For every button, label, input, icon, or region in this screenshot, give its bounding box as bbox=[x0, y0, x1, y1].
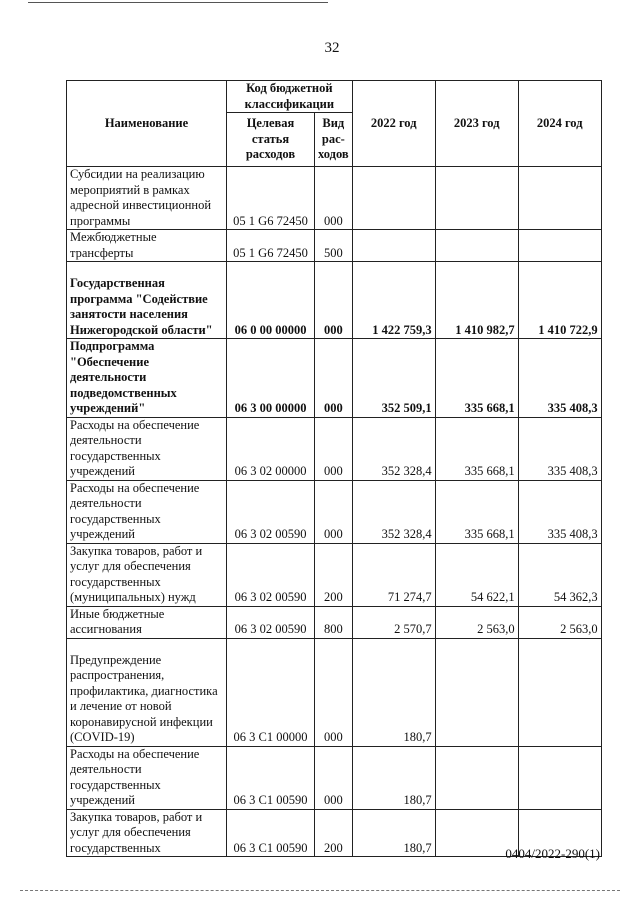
table-row bbox=[67, 480, 602, 543]
row-value-2023 bbox=[435, 230, 518, 262]
row-target-code: 06 0 00 00000 bbox=[227, 262, 315, 339]
row-name: Расходы на обеспечение деятельности государственных учреждений bbox=[67, 746, 227, 809]
header-2022: 2022 год bbox=[352, 81, 435, 167]
row-value-2024: 2 563,0 bbox=[518, 606, 601, 638]
row-name: Предупреждение распространения, профилактика, диагностика и лечение от новой коронавирусной инфекции (COVID-19) bbox=[67, 638, 227, 746]
row-target-code: 06 3 C1 00590 bbox=[227, 746, 315, 809]
table-body bbox=[67, 167, 602, 857]
row-value-2022 bbox=[352, 230, 435, 262]
row-expense-kind: 000 bbox=[315, 746, 353, 809]
header-name: Наименование bbox=[67, 81, 227, 167]
row-expense-kind: 000 bbox=[315, 339, 353, 418]
row-value-2022 bbox=[352, 167, 435, 230]
row-expense-kind: 000 bbox=[315, 167, 353, 230]
row-value-2024 bbox=[518, 167, 601, 230]
row-expense-kind: 800 bbox=[315, 606, 353, 638]
row-target-code: 06 3 02 00590 bbox=[227, 606, 315, 638]
row-name: Подпрограмма "Обеспечение деятельности подведомственных учреждений" bbox=[67, 339, 227, 418]
table-row bbox=[67, 606, 602, 638]
row-expense-kind: 000 bbox=[315, 417, 353, 480]
row-value-2022: 180,7 bbox=[352, 746, 435, 809]
row-target-code: 06 3 02 00590 bbox=[227, 480, 315, 543]
header-expense-kind: Вид рас-ходов bbox=[315, 113, 353, 167]
table-header bbox=[67, 81, 602, 167]
row-value-2022: 180,7 bbox=[352, 809, 435, 857]
row-value-2023 bbox=[435, 746, 518, 809]
row-value-2023: 1 410 982,7 bbox=[435, 262, 518, 339]
header-target-article: Целевая статья расходов bbox=[227, 113, 315, 167]
row-name: Расходы на обеспечение деятельности государственных учреждений bbox=[67, 480, 227, 543]
row-value-2023: 335 668,1 bbox=[435, 339, 518, 418]
row-target-code: 06 3 02 00590 bbox=[227, 543, 315, 606]
header-2024: 2024 год bbox=[518, 81, 601, 167]
row-expense-kind: 000 bbox=[315, 480, 353, 543]
row-target-code: 06 3 02 00000 bbox=[227, 417, 315, 480]
scan-edge-line bbox=[20, 890, 620, 892]
row-value-2023 bbox=[435, 638, 518, 746]
table-row bbox=[67, 262, 602, 339]
row-value-2024 bbox=[518, 746, 601, 809]
row-expense-kind: 000 bbox=[315, 638, 353, 746]
row-expense-kind: 500 bbox=[315, 230, 353, 262]
budget-table bbox=[66, 80, 602, 857]
row-name: Закупка товаров, работ и услуг для обеспечения государственных (муниципальных) нужд bbox=[67, 543, 227, 606]
row-target-code: 05 1 G6 72450 bbox=[227, 230, 315, 262]
row-value-2023: 335 668,1 bbox=[435, 417, 518, 480]
row-name: Межбюджетные трансферты bbox=[67, 230, 227, 262]
row-expense-kind: 200 bbox=[315, 543, 353, 606]
table-row bbox=[67, 230, 602, 262]
row-value-2023 bbox=[435, 167, 518, 230]
row-target-code: 06 3 C1 00000 bbox=[227, 638, 315, 746]
row-value-2022: 71 274,7 bbox=[352, 543, 435, 606]
row-target-code: 06 3 00 00000 bbox=[227, 339, 315, 418]
table-row bbox=[67, 167, 602, 230]
document-code: 0404/2022-290(1) bbox=[505, 846, 600, 861]
row-target-code: 05 1 G6 72450 bbox=[227, 167, 315, 230]
table-row bbox=[67, 339, 602, 418]
row-name: Государственная программа "Содействие занятости населения Нижегородской области" bbox=[67, 262, 227, 339]
row-name: Закупка товаров, работ и услуг для обеспечения государственных bbox=[67, 809, 227, 857]
top-rule bbox=[28, 2, 328, 3]
row-value-2022: 180,7 bbox=[352, 638, 435, 746]
row-value-2023: 2 563,0 bbox=[435, 606, 518, 638]
row-value-2024: 54 362,3 bbox=[518, 543, 601, 606]
row-value-2023: 54 622,1 bbox=[435, 543, 518, 606]
row-target-code: 06 3 C1 00590 bbox=[227, 809, 315, 857]
row-value-2022: 352 509,1 bbox=[352, 339, 435, 418]
header-kbk: Код бюджетной классификации bbox=[227, 81, 353, 113]
row-value-2024: 335 408,3 bbox=[518, 417, 601, 480]
row-expense-kind: 000 bbox=[315, 262, 353, 339]
row-value-2024: 335 408,3 bbox=[518, 480, 601, 543]
row-value-2024: 1 410 722,9 bbox=[518, 262, 601, 339]
page-number: 32 bbox=[324, 40, 340, 56]
table-row bbox=[67, 638, 602, 746]
header-2023: 2023 год bbox=[435, 81, 518, 167]
row-name: Иные бюджетные ассигнования bbox=[67, 606, 227, 638]
table-row bbox=[67, 746, 602, 809]
row-expense-kind: 200 bbox=[315, 809, 353, 857]
row-value-2022: 2 570,7 bbox=[352, 606, 435, 638]
row-value-2022: 1 422 759,3 bbox=[352, 262, 435, 339]
row-value-2022: 352 328,4 bbox=[352, 417, 435, 480]
row-name: Субсидии на реализацию мероприятий в рамках адресной инвестиционной программы bbox=[67, 167, 227, 230]
row-value-2023: 335 668,1 bbox=[435, 480, 518, 543]
row-value-2024 bbox=[518, 230, 601, 262]
row-name: Расходы на обеспечение деятельности государственных учреждений bbox=[67, 417, 227, 480]
row-value-2024 bbox=[518, 638, 601, 746]
table-row bbox=[67, 417, 602, 480]
table-row bbox=[67, 543, 602, 606]
row-value-2022: 352 328,4 bbox=[352, 480, 435, 543]
row-value-2024: 335 408,3 bbox=[518, 339, 601, 418]
